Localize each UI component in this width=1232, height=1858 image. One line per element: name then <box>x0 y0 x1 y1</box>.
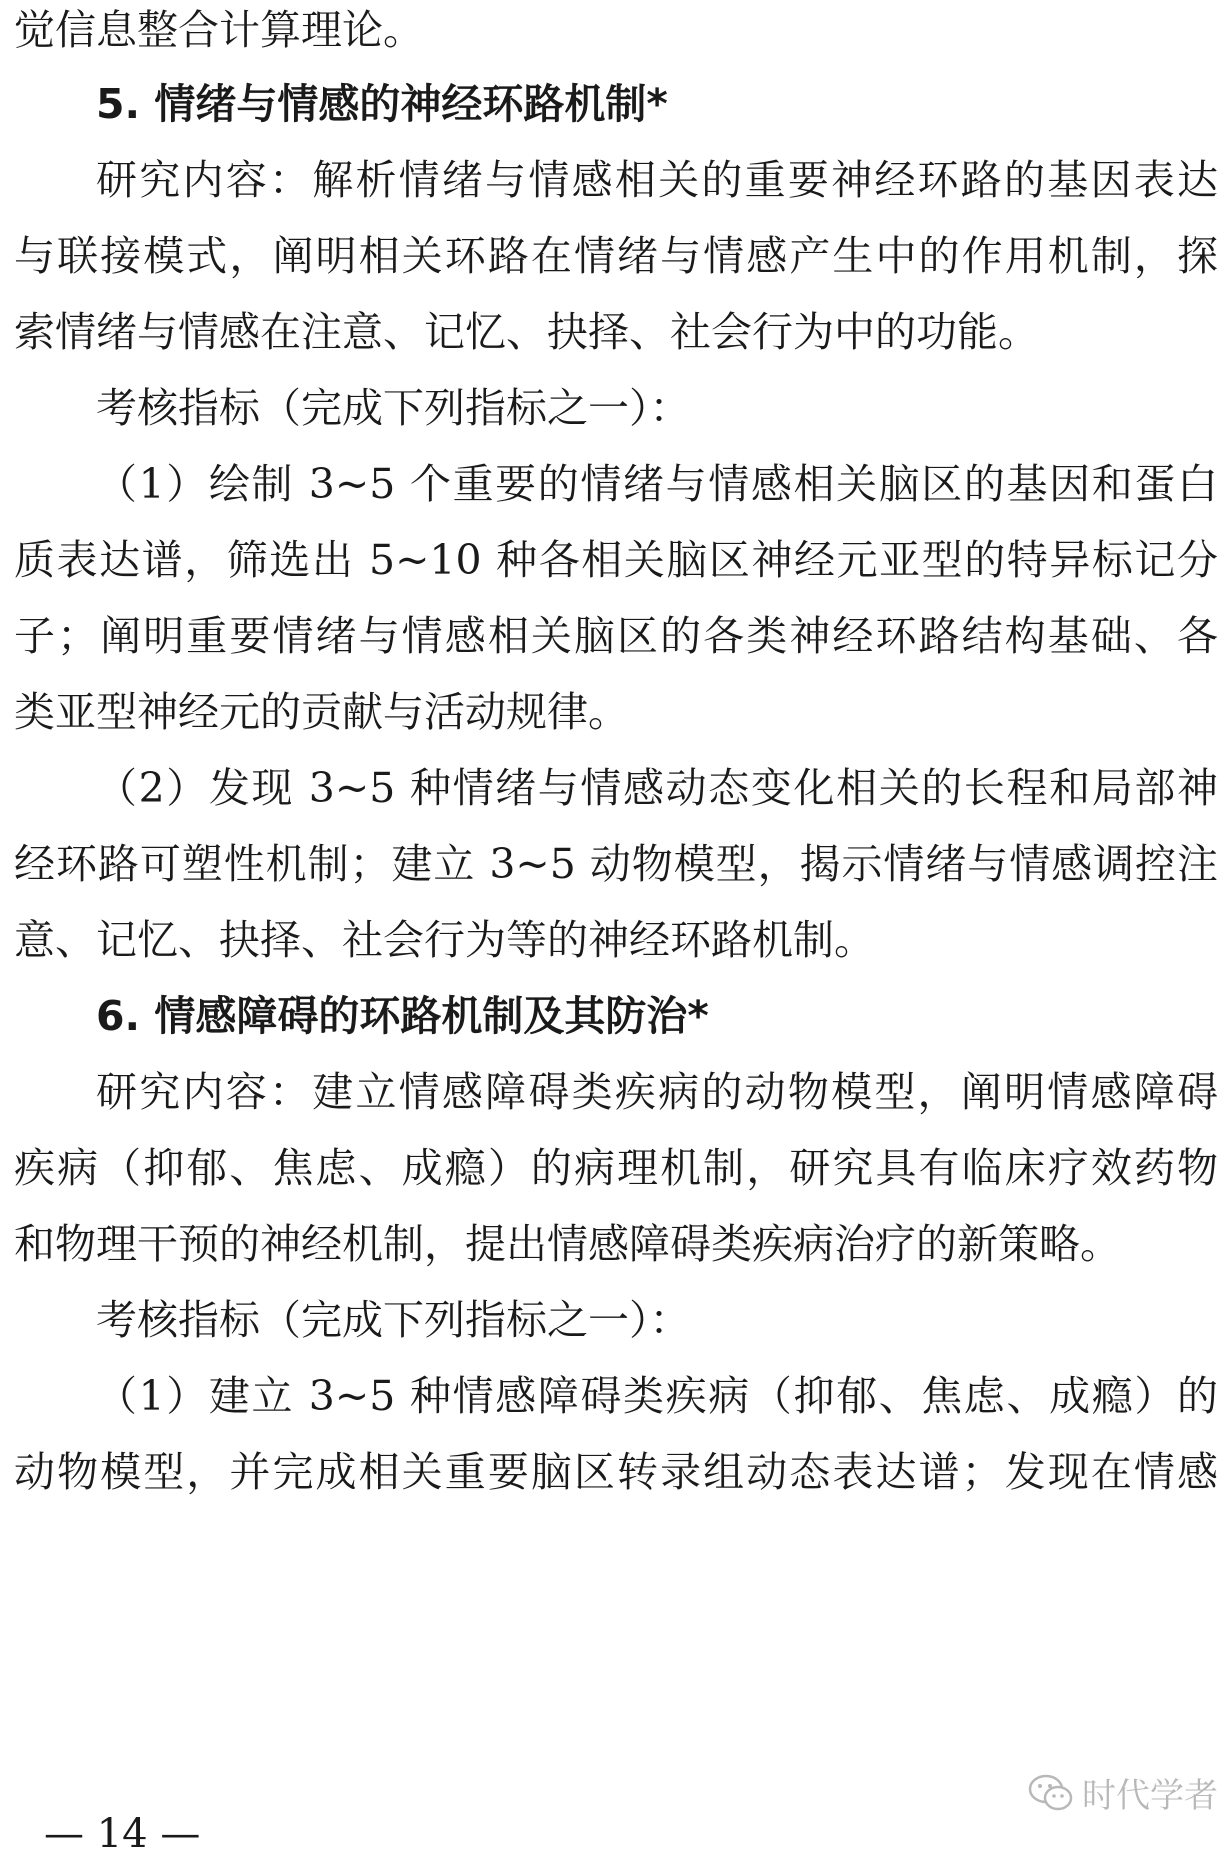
text-line: 和物理干预的神经机制，提出情感障碍类疾病治疗的新策略。 <box>14 1220 1121 1268</box>
text-line: 子；阐明重要情绪与情感相关脑区的各类神经环路结构基础、各 <box>14 612 1218 660</box>
section-heading-6: 6. 情感障碍的环路机制及其防治* <box>96 992 709 1040</box>
text-line: 研究内容：建立情感障碍类疾病的动物模型，阐明情感障碍 <box>96 1068 1218 1116</box>
text-line: （2）发现 3~5 种情绪与情感动态变化相关的长程和局部神 <box>96 764 1218 812</box>
text-line: 意、记忆、抉择、社会行为等的神经环路机制。 <box>14 916 875 964</box>
text-line: 觉信息整合计算理论。 <box>14 6 424 54</box>
text-line: 经环路可塑性机制；建立 3~5 动物模型，揭示情绪与情感调控注 <box>14 840 1218 888</box>
text-line: 与联接模式，阐明相关环路在情绪与情感产生中的作用机制，探 <box>14 232 1218 280</box>
watermark-text: 时代学者 <box>1082 1776 1218 1816</box>
text-line: （1）绘制 3~5 个重要的情绪与情感相关脑区的基因和蛋白 <box>96 460 1218 508</box>
text-line: （1）建立 3~5 种情感障碍类疾病（抑郁、焦虑、成瘾）的 <box>96 1372 1218 1420</box>
text-line: 动物模型，并完成相关重要脑区转录组动态表达谱；发现在情感 <box>14 1448 1218 1496</box>
text-line: 类亚型神经元的贡献与活动规律。 <box>14 688 629 736</box>
section-heading-5: 5. 情绪与情感的神经环路机制* <box>96 80 668 128</box>
assessment-label: 考核指标（完成下列指标之一）： <box>96 1296 691 1344</box>
text-line: 研究内容：解析情绪与情感相关的重要神经环路的基因表达 <box>96 156 1218 204</box>
text-line: 质表达谱，筛选出 5~10 种各相关脑区神经元亚型的特异标记分 <box>14 536 1218 584</box>
text-line: 疾病（抑郁、焦虑、成瘾）的病理机制，研究具有临床疗效药物 <box>14 1144 1218 1192</box>
watermark <box>1028 1768 1218 1817</box>
page-number: — 14 — <box>44 1811 201 1857</box>
assessment-label: 考核指标（完成下列指标之一）： <box>96 384 691 432</box>
text-line: 索情绪与情感在注意、记忆、抉择、社会行为中的功能。 <box>14 308 1039 356</box>
wechat-icon <box>1028 1773 1074 1813</box>
